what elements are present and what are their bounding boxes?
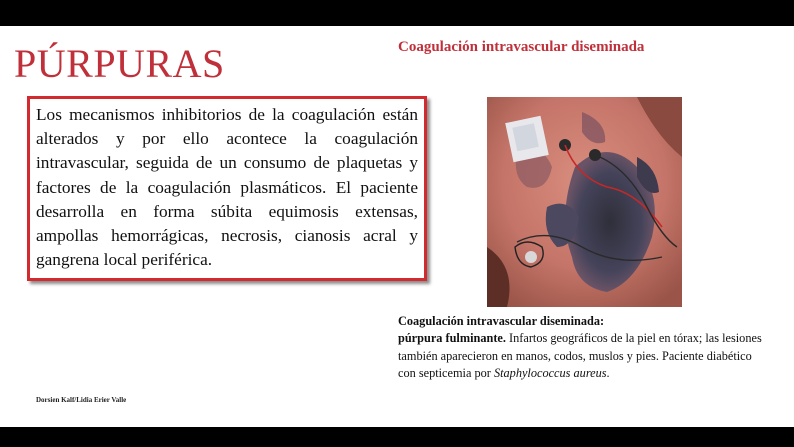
author-credit: Dorsien Kalf/Lidia Erier Valle xyxy=(36,396,127,404)
caption-end: . xyxy=(606,365,610,380)
slide-subtitle: Coagulación intravascular diseminada xyxy=(398,39,645,55)
photo-caption xyxy=(398,313,770,382)
slide-title: PÚRPURAS xyxy=(14,41,225,86)
caption-heading: Coagulación intravascular diseminada: xyxy=(398,314,605,328)
top-black-bar xyxy=(0,0,794,26)
chest-purpura-image xyxy=(487,97,682,307)
caption-organism: Staphylococcus aureus xyxy=(493,365,607,380)
bottom-black-bar xyxy=(0,427,794,447)
caption-bold-lead: púrpura fulminante. xyxy=(398,331,506,346)
caption-text: Infartos geográficos de la piel en tórax; las lesiones también aparecieron en manos, codos, muslos y pies. Paciente diabético con septicemia por xyxy=(398,331,762,380)
clinical-photo xyxy=(487,97,682,307)
body-text-box: Los mecanismos inhibitorios de la coagulación están alterados y por ello acontece la coagulación intravascular, seguida de un consumo de plaquetas y factores de la coagulación plasmáticos. El paciente desarrolla en forma súbita equimosis extensas, ampollas hemorrágicas, necrosis, cianosis acral y gangrena local periférica. xyxy=(27,96,427,281)
